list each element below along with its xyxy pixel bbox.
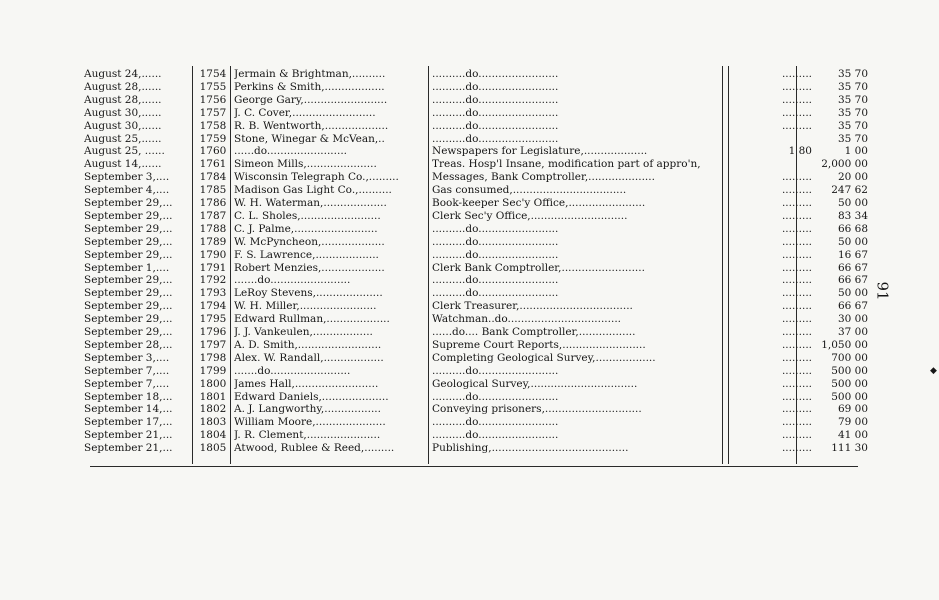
entry-purpose: Conveying prisoners,.............................	[432, 403, 642, 416]
entry-date: August 24,......	[84, 68, 162, 80]
bottom-rule	[90, 466, 858, 467]
entry-amount: 2,000 00	[821, 158, 868, 171]
payee-name: Edward Daniels,....................	[234, 390, 389, 403]
payee-name: W. H. Miller,.......................	[234, 300, 377, 313]
payee-name: Stone, Winegar & McVean,..	[234, 132, 385, 145]
entry-purpose: Supreme Court Reports,.........................	[432, 338, 646, 351]
entry-purpose: ..........do........................	[432, 274, 559, 287]
entry-date: September 3,....	[84, 351, 170, 364]
entry-amount: 50 00	[837, 287, 868, 300]
entry-purpose: ..........do........................	[432, 364, 559, 377]
entry-number: 1805	[199, 442, 227, 455]
payee-name: C. L. Sholes,........................	[234, 209, 381, 222]
ledger-row	[84, 133, 874, 146]
sub-amount: .........	[781, 274, 812, 287]
sub-amount: 1 80	[788, 145, 812, 158]
entry-number: 1792	[199, 274, 227, 287]
entry-date: September 29,...	[84, 287, 173, 300]
entry-purpose: ..........do........................	[432, 68, 559, 80]
entry-number: 1760	[199, 145, 227, 158]
sub-amount: .........	[781, 235, 812, 248]
sub-amount: .........	[781, 351, 812, 364]
entry-number: 1790	[199, 248, 227, 261]
entry-number: 1754	[199, 68, 227, 80]
entry-number: 1803	[199, 416, 227, 429]
entry-amount: 83 34	[837, 209, 868, 222]
ledger-row	[84, 326, 874, 339]
entry-purpose: ..........do........................	[432, 287, 559, 300]
ledger-row	[84, 145, 874, 158]
payee-name: Edward Rullman,...................	[234, 313, 390, 326]
entry-number: 1791	[199, 261, 227, 274]
entry-amount: 16 67	[837, 248, 868, 261]
ledger-row	[84, 352, 874, 365]
entry-date: August 28,......	[84, 80, 162, 93]
ledger-row	[84, 429, 874, 442]
entry-amount: 50 00	[837, 197, 868, 209]
entry-purpose: Clerk Sec'y Office,.............................	[432, 209, 628, 222]
payee-name: J. J. Vankeulen,..................	[234, 326, 373, 338]
payee-name: Jermain & Brightman,..........	[234, 68, 386, 80]
entry-amount: 37 00	[837, 326, 868, 338]
entry-number: 1801	[199, 390, 227, 403]
ledger-row	[84, 339, 874, 352]
sub-amount: .........	[781, 80, 812, 93]
sub-amount: .........	[781, 93, 812, 106]
ledger-row	[84, 300, 874, 313]
entry-purpose: ..........do........................	[432, 416, 559, 429]
entry-purpose: ..........do........................	[432, 119, 559, 132]
entry-purpose: Treas. Hosp'l Insane, modification part of appro'n,	[432, 158, 701, 171]
sub-amount: .........	[781, 300, 812, 313]
entry-amount: 66 67	[837, 274, 868, 287]
sub-amount: .........	[781, 248, 812, 261]
entry-number: 1802	[199, 403, 227, 416]
entry-purpose: ..........do........................	[432, 80, 559, 93]
entry-amount: 50 00	[837, 235, 868, 248]
payee-name: A. J. Langworthy,.................	[234, 403, 381, 416]
sub-amount: .........	[781, 429, 812, 442]
payee-name: J. R. Clement,......................	[234, 429, 381, 442]
entry-date: September 14,...	[84, 403, 173, 416]
entry-date: September 29,...	[84, 326, 173, 338]
payee-name: Atwood, Rublee & Reed,.........	[234, 442, 395, 455]
entry-amount: 41 00	[837, 429, 868, 442]
payee-name: .......do........................	[234, 274, 351, 287]
entry-date: August 25,......	[84, 132, 162, 145]
entry-date: September 1,....	[84, 261, 170, 274]
ledger-row	[84, 210, 874, 223]
entry-purpose: ......do.... Bank Comptroller,.................	[432, 326, 636, 338]
payee-name: A. D. Smith,.........................	[234, 338, 382, 351]
entry-amount: 35 70	[837, 132, 868, 145]
entry-amount: 500 00	[831, 377, 868, 390]
entry-amount: 20 00	[837, 171, 868, 184]
ledger-row	[84, 365, 874, 378]
entry-date: September 18,...	[84, 390, 173, 403]
payee-name: R. B. Wentworth,...................	[234, 119, 389, 132]
entry-number: 1761	[199, 158, 227, 171]
entry-amount: 500 00	[831, 364, 868, 377]
entry-purpose: Book-keeper Sec'y Office,.......................	[432, 197, 646, 209]
entry-date: September 7,....	[84, 377, 170, 390]
ledger-row	[84, 378, 874, 391]
sub-amount: .........	[781, 338, 812, 351]
entry-purpose: Newspapers for Legislature,...................	[432, 145, 648, 158]
entry-number: 1788	[199, 222, 227, 235]
ledger-row	[84, 120, 874, 133]
entry-number: 1755	[199, 80, 227, 93]
ledger-row	[84, 274, 874, 287]
entry-date: August 30,......	[84, 106, 162, 119]
payee-name: F. S. Lawrence,...................	[234, 248, 379, 261]
entry-purpose: Geological Survey,................................	[432, 377, 638, 390]
payee-name: ......do........................	[234, 145, 347, 158]
entry-amount: 247 62	[831, 184, 868, 197]
entry-date: September 29,...	[84, 222, 173, 235]
ledger-row	[84, 416, 874, 429]
entry-date: September 29,...	[84, 248, 173, 261]
entry-number: 1796	[199, 326, 227, 338]
payee-name: William Moore,.....................	[234, 416, 386, 429]
entry-date: September 29,...	[84, 235, 173, 248]
entry-purpose: Publishing,.........................................	[432, 442, 629, 455]
entry-amount: 30 00	[837, 313, 868, 326]
sub-amount: .........	[781, 403, 812, 416]
entry-date: August 28,......	[84, 93, 162, 106]
payee-name: LeRoy Stevens,....................	[234, 287, 383, 300]
payee-name: Robert Menzies,...................	[234, 261, 385, 274]
sub-amount: .........	[781, 119, 812, 132]
entry-date: September 29,...	[84, 274, 173, 287]
entry-date: September 17,...	[84, 416, 173, 429]
entry-purpose: Clerk Treasurer,..................................	[432, 300, 633, 313]
entry-amount: 66 67	[837, 261, 868, 274]
sub-amount: .........	[781, 261, 812, 274]
sub-amount: .........	[781, 326, 812, 338]
entry-date: August 25, ......	[84, 145, 165, 158]
entry-purpose: ..........do........................	[432, 390, 559, 403]
payee-name: Perkins & Smith,..................	[234, 80, 385, 93]
ledger-row	[84, 287, 874, 300]
ledger-row	[84, 94, 874, 107]
ledger-row	[84, 262, 874, 275]
entry-amount: 1 00	[844, 145, 868, 158]
entry-purpose: ..........do........................	[432, 106, 559, 119]
entry-number: 1756	[199, 93, 227, 106]
sub-amount: .........	[781, 197, 812, 209]
entry-amount: 35 70	[837, 80, 868, 93]
edge-mark: ◆	[930, 366, 937, 376]
entry-date: September 29,...	[84, 300, 173, 313]
sub-amount: .........	[781, 416, 812, 429]
entry-purpose: Messages, Bank Comptroller,....................	[432, 171, 655, 184]
entry-number: 1793	[199, 287, 227, 300]
entry-amount: 500 00	[831, 390, 868, 403]
entry-number: 1758	[199, 119, 227, 132]
entry-date: September 21,...	[84, 429, 173, 442]
entry-date: September 29,...	[84, 209, 173, 222]
entry-purpose: ..........do........................	[432, 429, 559, 442]
entry-date: September 7,....	[84, 364, 170, 377]
sub-amount: .........	[781, 184, 812, 197]
entry-amount: 35 70	[837, 93, 868, 106]
ledger-row	[84, 107, 874, 120]
entry-date: September 29,...	[84, 197, 173, 209]
payee-name: .......do........................	[234, 364, 351, 377]
entry-amount: 66 68	[837, 222, 868, 235]
entry-purpose: Gas consumed,..................................	[432, 184, 627, 197]
entry-number: 1804	[199, 429, 227, 442]
entry-purpose: ..........do........................	[432, 222, 559, 235]
ledger-row	[84, 68, 874, 81]
payee-name: George Gary,.........................	[234, 93, 388, 106]
sub-amount: .........	[781, 390, 812, 403]
payee-name: Simeon Mills,.....................	[234, 158, 377, 171]
entry-number: 1787	[199, 209, 227, 222]
entry-number: 1786	[199, 197, 227, 209]
sub-amount: .........	[781, 442, 812, 455]
entry-amount: 35 70	[837, 106, 868, 119]
ledger-row	[84, 171, 874, 184]
sub-amount: .........	[781, 313, 812, 326]
ledger-row	[84, 197, 874, 210]
payee-name: C. J. Palme,.........................	[234, 222, 378, 235]
entry-purpose: ..........do........................	[432, 132, 559, 145]
entry-date: September 4,....	[84, 184, 170, 197]
sub-amount: .........	[781, 222, 812, 235]
payee-name: W. McPyncheon,...................	[234, 235, 385, 248]
ledger-row	[84, 249, 874, 262]
ledger-row	[84, 403, 874, 416]
entry-number: 1789	[199, 235, 227, 248]
entry-purpose: Clerk Bank Comptroller,.........................	[432, 261, 645, 274]
entry-number: 1757	[199, 106, 227, 119]
entry-amount: 35 70	[837, 68, 868, 80]
entry-amount: 700 00	[831, 351, 868, 364]
ledger-row	[84, 184, 874, 197]
payee-name: W. H. Waterman,...................	[234, 197, 387, 209]
entry-number: 1785	[199, 184, 227, 197]
entry-number: 1759	[199, 132, 227, 145]
entry-purpose: Watchman..do..................................	[432, 313, 621, 326]
ledger-row	[84, 313, 874, 326]
payee-name: Wisconsin Telegraph Co.,.........	[234, 171, 399, 184]
ledger-row	[84, 442, 874, 455]
entry-purpose: ..........do........................	[432, 248, 559, 261]
entry-purpose: ..........do........................	[432, 235, 559, 248]
entry-number: 1798	[199, 351, 227, 364]
entry-amount: 1,050 00	[821, 338, 868, 351]
sub-amount: .........	[781, 364, 812, 377]
ledger-row	[84, 236, 874, 249]
payee-name: James Hall,.........................	[234, 377, 379, 390]
entry-amount: 111 30	[831, 442, 868, 455]
entry-amount: 69 00	[837, 403, 868, 416]
entry-purpose: Completing Geological Survey,..................	[432, 351, 656, 364]
sub-amount: .........	[781, 171, 812, 184]
payee-name: J. C. Cover,.........................	[234, 106, 376, 119]
sub-amount: .........	[781, 287, 812, 300]
entry-date: September 29,...	[84, 313, 173, 326]
entry-number: 1797	[199, 338, 227, 351]
sub-amount: .........	[781, 209, 812, 222]
ledger-row	[84, 223, 874, 236]
entry-amount: 35 70	[837, 119, 868, 132]
payee-name: Alex. W. Randall,..................	[234, 351, 384, 364]
entry-number: 1800	[199, 377, 227, 390]
payee-name: Madison Gas Light Co.,..........	[234, 184, 392, 197]
ledger-row	[84, 391, 874, 404]
sub-amount: .........	[781, 68, 812, 80]
entry-date: September 28,...	[84, 338, 173, 351]
ledger-row	[84, 81, 874, 94]
entry-amount: 79 00	[837, 416, 868, 429]
sub-amount: .........	[781, 377, 812, 390]
entry-date: August 30,......	[84, 119, 162, 132]
entry-number: 1794	[199, 300, 227, 313]
sub-amount: .........	[781, 106, 812, 119]
entry-number: 1799	[199, 364, 227, 377]
entry-number: 1795	[199, 313, 227, 326]
entry-date: September 21,...	[84, 442, 173, 455]
page-number: 91	[873, 281, 892, 301]
ledger-row	[84, 158, 874, 171]
entry-date: August 14,......	[84, 158, 162, 171]
entry-purpose: ..........do........................	[432, 93, 559, 106]
entry-amount: 66 67	[837, 300, 868, 313]
entry-number: 1784	[199, 171, 227, 184]
entry-date: September 3,....	[84, 171, 170, 184]
